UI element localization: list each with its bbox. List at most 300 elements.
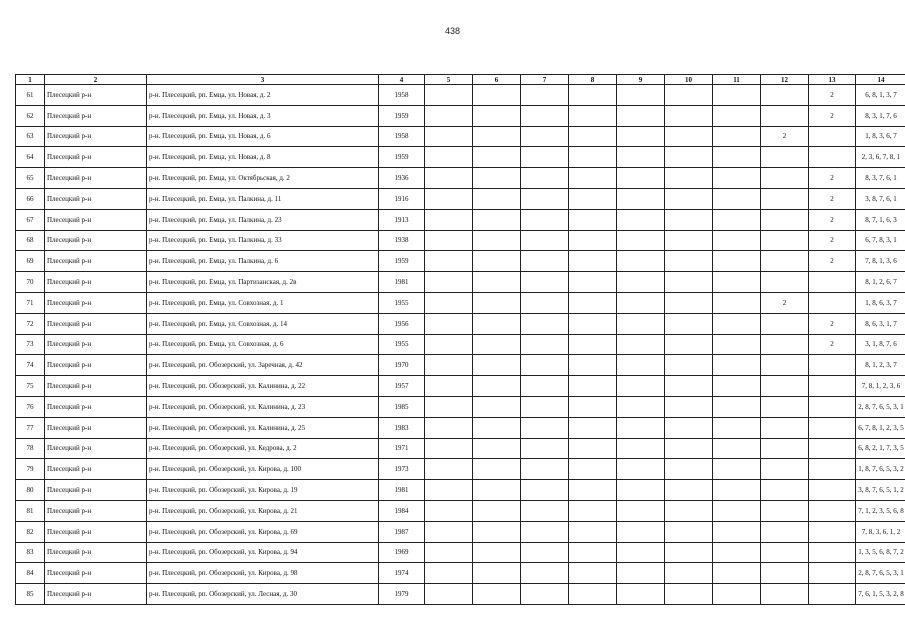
cell-col-6 (473, 584, 521, 605)
cell-col-14: 7, 8, 1, 3, 6 (856, 251, 905, 272)
cell-year-built: 1985 (379, 396, 425, 417)
cell-col-7 (521, 168, 569, 189)
cell-col-8 (569, 438, 617, 459)
cell-col-8 (569, 105, 617, 126)
cell-col-13 (809, 459, 856, 480)
column-header-5: 5 (425, 75, 473, 85)
cell-col-6 (473, 355, 521, 376)
cell-row-number: 82 (16, 521, 45, 542)
cell-col-12 (761, 396, 809, 417)
cell-col-5 (425, 584, 473, 605)
cell-col-6 (473, 396, 521, 417)
cell-col-9 (617, 230, 665, 251)
table-row (16, 272, 905, 293)
cell-address: р-н. Плесецкий, рп. Емца, ул. Палкина, д. 11 (147, 188, 379, 209)
cell-row-number: 61 (16, 85, 45, 106)
cell-district: Плесецкий р-н (45, 500, 147, 521)
cell-col-14: 8, 3, 1, 7, 6 (856, 105, 905, 126)
header-row (16, 75, 905, 85)
cell-year-built: 1984 (379, 500, 425, 521)
cell-col-6 (473, 168, 521, 189)
cell-col-14: 6, 7, 8, 3, 1 (856, 230, 905, 251)
cell-address: р-н. Плесецкий, рп. Обозерский, ул. Кирова, д. 100 (147, 459, 379, 480)
cell-col-10 (665, 85, 713, 106)
cell-row-number: 70 (16, 272, 45, 293)
cell-col-7 (521, 147, 569, 168)
cell-address: р-н. Плесецкий, рп. Обозерский, ул. Калинина, д. 22 (147, 376, 379, 397)
cell-col-12 (761, 313, 809, 334)
cell-row-number: 80 (16, 480, 45, 501)
cell-col-11 (713, 313, 761, 334)
cell-col-6 (473, 459, 521, 480)
column-header-13: 13 (809, 75, 856, 85)
cell-col-11 (713, 188, 761, 209)
cell-col-7 (521, 396, 569, 417)
cell-col-11 (713, 105, 761, 126)
cell-col-9 (617, 272, 665, 293)
cell-col-5 (425, 272, 473, 293)
cell-col-13 (809, 272, 856, 293)
cell-year-built: 1971 (379, 438, 425, 459)
column-header-9: 9 (617, 75, 665, 85)
cell-col-9 (617, 209, 665, 230)
cell-col-5 (425, 168, 473, 189)
cell-district: Плесецкий р-н (45, 188, 147, 209)
cell-col-6 (473, 105, 521, 126)
cell-col-7 (521, 376, 569, 397)
cell-row-number: 81 (16, 500, 45, 521)
cell-col-10 (665, 334, 713, 355)
cell-district: Плесецкий р-н (45, 272, 147, 293)
cell-district: Плесецкий р-н (45, 85, 147, 106)
cell-col-8 (569, 126, 617, 147)
cell-year-built: 1958 (379, 126, 425, 147)
cell-district: Плесецкий р-н (45, 209, 147, 230)
cell-col-8 (569, 396, 617, 417)
cell-col-12 (761, 459, 809, 480)
cell-col-11 (713, 147, 761, 168)
cell-col-13 (809, 542, 856, 563)
cell-col-6 (473, 251, 521, 272)
cell-col-13: 2 (809, 85, 856, 106)
cell-col-8 (569, 459, 617, 480)
cell-col-14: 3, 8, 7, 6, 1 (856, 188, 905, 209)
cell-address: р-н. Плесецкий, рп. Обозерский, ул. Кирова, д. 21 (147, 500, 379, 521)
cell-district: Плесецкий р-н (45, 438, 147, 459)
cell-col-5 (425, 334, 473, 355)
cell-col-5 (425, 292, 473, 313)
cell-col-14: 3, 1, 8, 7, 6 (856, 334, 905, 355)
cell-col-11 (713, 85, 761, 106)
cell-col-10 (665, 376, 713, 397)
cell-district: Плесецкий р-н (45, 126, 147, 147)
cell-col-12: 2 (761, 126, 809, 147)
cell-col-8 (569, 168, 617, 189)
cell-col-11 (713, 542, 761, 563)
cell-col-13 (809, 438, 856, 459)
cell-col-11 (713, 396, 761, 417)
cell-col-10 (665, 251, 713, 272)
cell-col-13: 2 (809, 209, 856, 230)
cell-col-9 (617, 563, 665, 584)
cell-col-5 (425, 313, 473, 334)
cell-year-built: 1938 (379, 230, 425, 251)
cell-col-6 (473, 188, 521, 209)
table-row (16, 334, 905, 355)
cell-col-5 (425, 376, 473, 397)
cell-col-14: 2, 3, 6, 7, 8, 1 (856, 147, 905, 168)
cell-col-14: 7, 8, 3, 6, 1, 2 (856, 521, 905, 542)
cell-col-8 (569, 417, 617, 438)
cell-address: р-н. Плесецкий, рп. Емца, ул. Новая, д. 2 (147, 85, 379, 106)
cell-col-13: 2 (809, 313, 856, 334)
cell-col-9 (617, 584, 665, 605)
cell-row-number: 73 (16, 334, 45, 355)
table-body (16, 85, 905, 605)
cell-col-7 (521, 272, 569, 293)
cell-district: Плесецкий р-н (45, 459, 147, 480)
cell-year-built: 1974 (379, 563, 425, 584)
cell-col-9 (617, 355, 665, 376)
cell-col-7 (521, 292, 569, 313)
cell-col-10 (665, 563, 713, 584)
cell-col-7 (521, 251, 569, 272)
cell-col-11 (713, 251, 761, 272)
cell-row-number: 68 (16, 230, 45, 251)
cell-col-14: 6, 8, 1, 3, 7 (856, 85, 905, 106)
cell-col-11 (713, 230, 761, 251)
cell-row-number: 84 (16, 563, 45, 584)
cell-col-10 (665, 313, 713, 334)
cell-year-built: 1970 (379, 355, 425, 376)
cell-col-9 (617, 126, 665, 147)
cell-col-5 (425, 126, 473, 147)
table-row (16, 251, 905, 272)
cell-col-9 (617, 521, 665, 542)
cell-col-14: 7, 8, 1, 2, 3, 6 (856, 376, 905, 397)
cell-col-11 (713, 500, 761, 521)
table-row (16, 147, 905, 168)
cell-address: р-н. Плесецкий, рп. Емца, ул. Палкина, д. 6 (147, 251, 379, 272)
table-row (16, 292, 905, 313)
cell-year-built: 1983 (379, 417, 425, 438)
table-row (16, 85, 905, 106)
cell-col-7 (521, 209, 569, 230)
cell-col-6 (473, 313, 521, 334)
cell-row-number: 78 (16, 438, 45, 459)
cell-address: р-н. Плесецкий, рп. Обозерский, ул. Лесная, д. 30 (147, 584, 379, 605)
cell-col-6 (473, 563, 521, 584)
cell-col-13 (809, 396, 856, 417)
cell-col-7 (521, 355, 569, 376)
cell-col-7 (521, 417, 569, 438)
column-header-10: 10 (665, 75, 713, 85)
cell-address: р-н. Плесецкий, рп. Обозерский, ул. Кирова, д. 98 (147, 563, 379, 584)
cell-col-8 (569, 147, 617, 168)
cell-col-14: 1, 8, 7, 6, 5, 3, 2 (856, 459, 905, 480)
cell-year-built: 1956 (379, 313, 425, 334)
cell-col-7 (521, 521, 569, 542)
cell-col-13 (809, 563, 856, 584)
cell-row-number: 79 (16, 459, 45, 480)
cell-col-12 (761, 500, 809, 521)
cell-col-7 (521, 105, 569, 126)
cell-col-13 (809, 376, 856, 397)
cell-col-12 (761, 584, 809, 605)
cell-col-9 (617, 168, 665, 189)
table-row (16, 230, 905, 251)
cell-col-11 (713, 168, 761, 189)
cell-col-14: 8, 1, 2, 3, 7 (856, 355, 905, 376)
cell-row-number: 77 (16, 417, 45, 438)
register-table (15, 74, 905, 605)
cell-year-built: 1959 (379, 105, 425, 126)
cell-col-11 (713, 480, 761, 501)
cell-district: Плесецкий р-н (45, 251, 147, 272)
cell-col-8 (569, 376, 617, 397)
cell-col-6 (473, 542, 521, 563)
cell-col-14: 3, 8, 7, 6, 5, 1, 2 (856, 480, 905, 501)
cell-col-10 (665, 105, 713, 126)
cell-col-12 (761, 85, 809, 106)
column-header-11: 11 (713, 75, 761, 85)
cell-col-13: 2 (809, 168, 856, 189)
cell-col-11 (713, 334, 761, 355)
cell-district: Плесецкий р-н (45, 376, 147, 397)
cell-col-10 (665, 209, 713, 230)
cell-district: Плесецкий р-н (45, 480, 147, 501)
cell-district: Плесецкий р-н (45, 230, 147, 251)
cell-col-12 (761, 417, 809, 438)
table-row (16, 188, 905, 209)
cell-col-5 (425, 251, 473, 272)
cell-col-9 (617, 480, 665, 501)
cell-col-10 (665, 521, 713, 542)
cell-col-10 (665, 584, 713, 605)
table-row (16, 521, 905, 542)
cell-year-built: 1957 (379, 376, 425, 397)
cell-col-13 (809, 584, 856, 605)
cell-year-built: 1987 (379, 521, 425, 542)
cell-col-6 (473, 417, 521, 438)
cell-col-12 (761, 168, 809, 189)
cell-col-9 (617, 438, 665, 459)
cell-col-7 (521, 334, 569, 355)
cell-address: р-н. Плесецкий, рп. Емца, ул. Совхозная, д. 14 (147, 313, 379, 334)
cell-col-5 (425, 147, 473, 168)
cell-address: р-н. Плесецкий, рп. Емца, ул. Новая, д. 3 (147, 105, 379, 126)
cell-col-12 (761, 188, 809, 209)
cell-col-6 (473, 292, 521, 313)
cell-row-number: 76 (16, 396, 45, 417)
cell-col-12 (761, 355, 809, 376)
cell-year-built: 1979 (379, 584, 425, 605)
cell-year-built: 1959 (379, 251, 425, 272)
column-header-8: 8 (569, 75, 617, 85)
table-row (16, 584, 905, 605)
cell-year-built: 1981 (379, 272, 425, 293)
cell-col-10 (665, 147, 713, 168)
cell-col-9 (617, 417, 665, 438)
cell-col-14: 8, 6, 3, 1, 7 (856, 313, 905, 334)
cell-col-14: 2, 8, 7, 6, 5, 3, 1 (856, 396, 905, 417)
cell-col-11 (713, 521, 761, 542)
cell-col-5 (425, 480, 473, 501)
cell-col-9 (617, 188, 665, 209)
cell-col-9 (617, 542, 665, 563)
cell-col-13: 2 (809, 251, 856, 272)
cell-col-9 (617, 85, 665, 106)
cell-address: р-н. Плесецкий, рп. Обозерский, ул. Заречная, д. 42 (147, 355, 379, 376)
cell-row-number: 66 (16, 188, 45, 209)
cell-district: Плесецкий р-н (45, 334, 147, 355)
cell-col-10 (665, 272, 713, 293)
cell-col-7 (521, 500, 569, 521)
cell-col-14: 7, 1, 2, 3, 5, 6, 8 (856, 500, 905, 521)
cell-row-number: 64 (16, 147, 45, 168)
cell-address: р-н. Плесецкий, рп. Обозерский, ул. Кирова, д. 94 (147, 542, 379, 563)
table-row (16, 417, 905, 438)
cell-col-11 (713, 292, 761, 313)
cell-col-12 (761, 230, 809, 251)
cell-col-14: 1, 3, 5, 6, 8, 7, 2 (856, 542, 905, 563)
cell-col-5 (425, 396, 473, 417)
cell-year-built: 1969 (379, 542, 425, 563)
cell-row-number: 85 (16, 584, 45, 605)
cell-col-7 (521, 459, 569, 480)
cell-col-8 (569, 500, 617, 521)
cell-col-14: 1, 8, 6, 3, 7 (856, 292, 905, 313)
cell-year-built: 1973 (379, 459, 425, 480)
column-header-12: 12 (761, 75, 809, 85)
cell-col-9 (617, 292, 665, 313)
cell-col-5 (425, 417, 473, 438)
cell-col-11 (713, 563, 761, 584)
cell-col-8 (569, 272, 617, 293)
cell-address: р-н. Плесецкий, рп. Емца, ул. Партизанская, д. 2в (147, 272, 379, 293)
cell-col-14: 6, 8, 2, 1, 7, 3, 5 (856, 438, 905, 459)
cell-district: Плесецкий р-н (45, 168, 147, 189)
cell-col-14: 6, 7, 8, 1, 2, 3, 5 (856, 417, 905, 438)
cell-year-built: 1981 (379, 480, 425, 501)
cell-col-6 (473, 85, 521, 106)
cell-district: Плесецкий р-н (45, 563, 147, 584)
cell-col-11 (713, 438, 761, 459)
table-row (16, 355, 905, 376)
cell-address: р-н. Плесецкий, рп. Емца, ул. Совхозная, д. 1 (147, 292, 379, 313)
cell-district: Плесецкий р-н (45, 105, 147, 126)
column-header-6: 6 (473, 75, 521, 85)
cell-district: Плесецкий р-н (45, 147, 147, 168)
cell-col-8 (569, 563, 617, 584)
cell-address: р-н. Плесецкий, рп. Обозерский, ул. Калинина, д. 25 (147, 417, 379, 438)
cell-col-5 (425, 459, 473, 480)
cell-district: Плесецкий р-н (45, 292, 147, 313)
cell-col-10 (665, 292, 713, 313)
cell-address: р-н. Плесецкий, рп. Обозерский, ул. Кирова, д. 69 (147, 521, 379, 542)
cell-col-12 (761, 251, 809, 272)
table-row (16, 396, 905, 417)
cell-col-6 (473, 500, 521, 521)
cell-col-14: 8, 1, 2, 6, 7 (856, 272, 905, 293)
cell-address: р-н. Плесецкий, рп. Обозерский, ул. Калинина, д. 23 (147, 396, 379, 417)
cell-col-6 (473, 272, 521, 293)
cell-year-built: 1936 (379, 168, 425, 189)
page-number: 438 (444, 26, 461, 36)
cell-col-10 (665, 542, 713, 563)
cell-year-built: 1916 (379, 188, 425, 209)
column-header-3: 3 (147, 75, 379, 85)
cell-col-8 (569, 355, 617, 376)
cell-col-10 (665, 168, 713, 189)
cell-col-11 (713, 459, 761, 480)
cell-year-built: 1958 (379, 85, 425, 106)
cell-row-number: 62 (16, 105, 45, 126)
cell-col-13 (809, 480, 856, 501)
cell-col-5 (425, 230, 473, 251)
cell-col-7 (521, 85, 569, 106)
cell-col-5 (425, 209, 473, 230)
cell-col-9 (617, 147, 665, 168)
cell-col-12 (761, 105, 809, 126)
table-row (16, 480, 905, 501)
cell-col-12 (761, 272, 809, 293)
cell-address: р-н. Плесецкий, рп. Емца, ул. Новая, д. 6 (147, 126, 379, 147)
cell-row-number: 83 (16, 542, 45, 563)
cell-col-9 (617, 500, 665, 521)
cell-address: р-н. Плесецкий, рп. Емца, ул. Палкина, д. 33 (147, 230, 379, 251)
cell-col-11 (713, 584, 761, 605)
cell-year-built: 1913 (379, 209, 425, 230)
cell-col-9 (617, 251, 665, 272)
cell-col-6 (473, 376, 521, 397)
cell-row-number: 67 (16, 209, 45, 230)
cell-col-8 (569, 230, 617, 251)
cell-col-8 (569, 188, 617, 209)
table-row (16, 126, 905, 147)
cell-row-number: 69 (16, 251, 45, 272)
cell-col-14: 7, 6, 1, 5, 3, 2, 8 (856, 584, 905, 605)
cell-col-8 (569, 480, 617, 501)
register-table-container (15, 74, 905, 605)
cell-col-6 (473, 126, 521, 147)
cell-col-12 (761, 563, 809, 584)
cell-row-number: 63 (16, 126, 45, 147)
cell-col-14: 1, 8, 3, 6, 7 (856, 126, 905, 147)
cell-col-7 (521, 188, 569, 209)
cell-col-11 (713, 209, 761, 230)
table-row (16, 313, 905, 334)
cell-col-8 (569, 542, 617, 563)
cell-district: Плесецкий р-н (45, 396, 147, 417)
cell-col-5 (425, 355, 473, 376)
cell-row-number: 74 (16, 355, 45, 376)
cell-col-6 (473, 230, 521, 251)
cell-row-number: 71 (16, 292, 45, 313)
cell-col-8 (569, 85, 617, 106)
table-row (16, 376, 905, 397)
cell-col-9 (617, 376, 665, 397)
cell-col-12 (761, 334, 809, 355)
cell-district: Плесецкий р-н (45, 521, 147, 542)
cell-col-5 (425, 542, 473, 563)
cell-col-12 (761, 376, 809, 397)
cell-col-8 (569, 584, 617, 605)
cell-col-10 (665, 417, 713, 438)
table-row (16, 542, 905, 563)
cell-col-13 (809, 126, 856, 147)
cell-year-built: 1955 (379, 292, 425, 313)
